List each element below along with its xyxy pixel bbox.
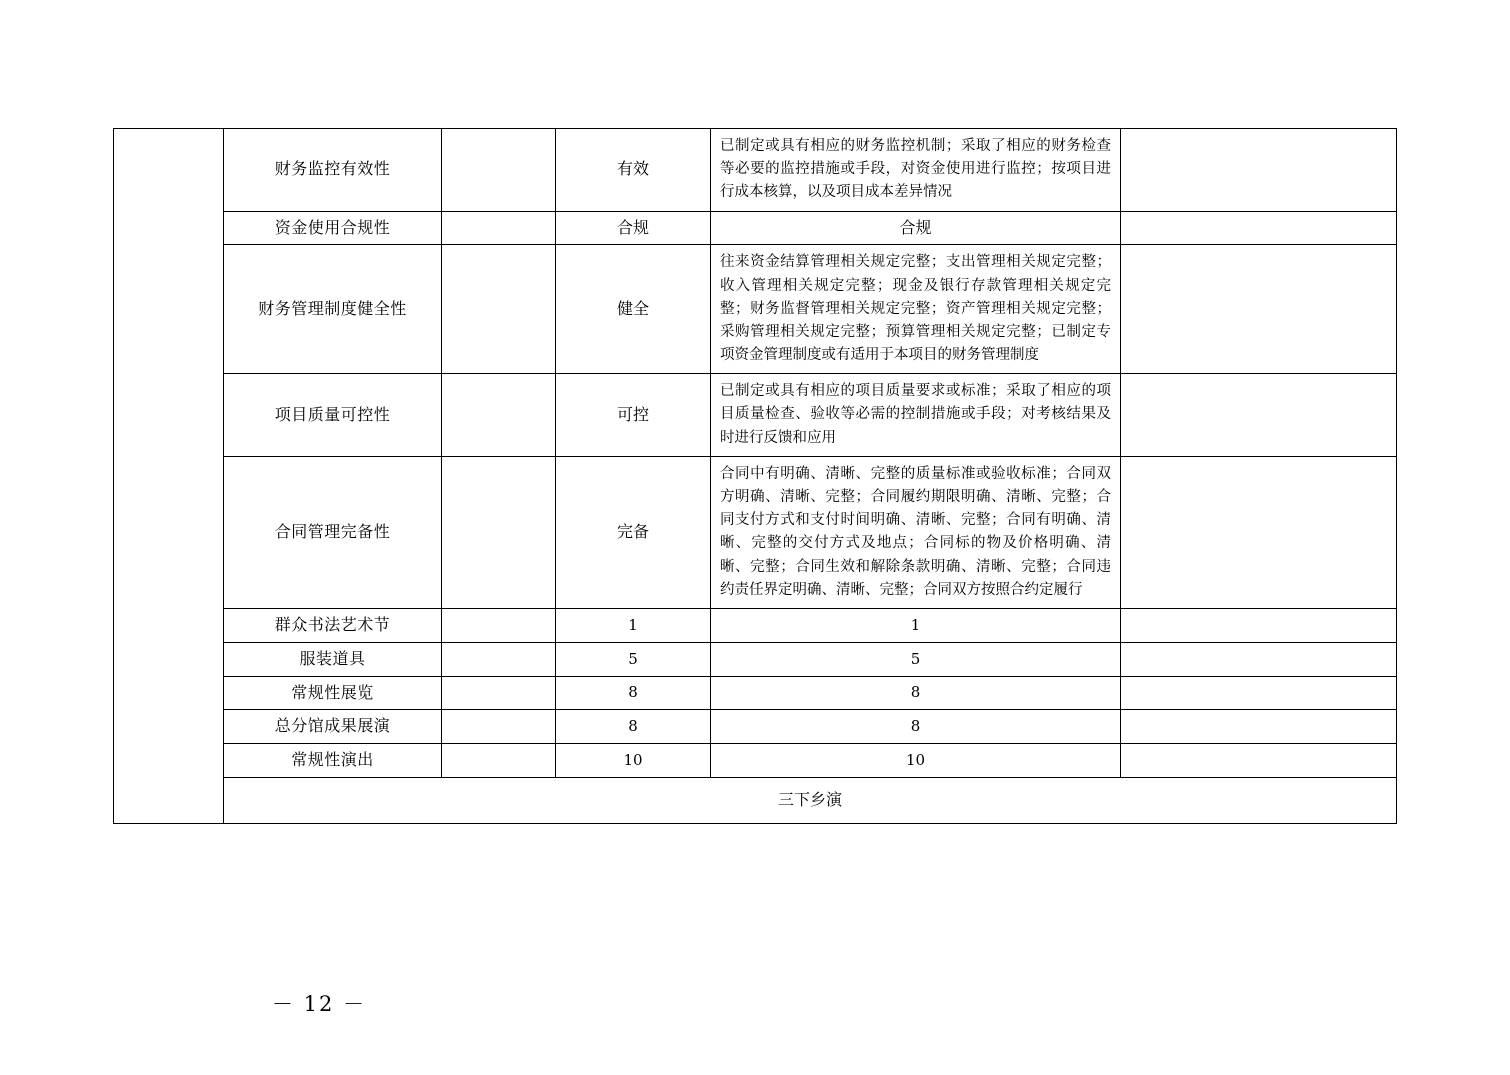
weight-cell: [442, 456, 556, 608]
category-cell: [114, 129, 224, 824]
indicator-name: 常规性展览: [224, 676, 442, 710]
actual-value: 8: [711, 676, 1121, 710]
weight-cell: [442, 642, 556, 676]
table-row: [114, 456, 1397, 608]
score-cell: [1121, 608, 1397, 642]
weight-cell: [442, 676, 556, 710]
table-row: [114, 245, 1397, 374]
score-cell: [1121, 642, 1397, 676]
target-value: 健全: [556, 245, 711, 374]
target-value: 完备: [556, 456, 711, 608]
table-body: [114, 129, 1397, 824]
actual-value: 1: [711, 608, 1121, 642]
table-row: [114, 676, 1397, 710]
indicator-name: 财务管理制度健全性: [224, 245, 442, 374]
indicator-name: 资金使用合规性: [224, 211, 442, 245]
weight-cell: [442, 608, 556, 642]
actual-value: 往来资金结算管理相关规定完整；支出管理相关规定完整；收入管理相关规定完整；现金及银行存款管理相关规定完整；财务监督管理相关规定完整；资产管理相关规定完整；采购管理相关规定完整；预算管理相关规定完整；已制定专项资金管理制度或有适用于本项目的财务管理制度: [711, 245, 1121, 374]
indicator-name: 总分馆成果展演: [224, 710, 442, 744]
indicator-name: 常规性演出: [224, 744, 442, 778]
performance-evaluation-table: [113, 128, 1397, 824]
actual-value: 合同中有明确、清晰、完整的质量标准或验收标准；合同双方明确、清晰、完整；合同履约期限明确、清晰、完整；合同支付方式和支付时间明确、清晰、完整；合同有明确、清晰、完整的交付方式及地点；合同标的物及价格明确、清晰、完整；合同生效和解除条款明确、清晰、完整；合同违约责任界定明确、清晰、完整；合同双方按照合约定履行: [711, 456, 1121, 608]
score-cell: [1121, 245, 1397, 374]
target-value: 10: [556, 744, 711, 778]
table-row: [114, 608, 1397, 642]
table-row: [114, 211, 1397, 245]
actual-value: 已制定或具有相应的财务监控机制；采取了相应的财务检查等必要的监控措施或手段，对资金使用进行监控；按项目进行成本核算，以及项目成本差异情况: [711, 129, 1121, 212]
weight-cell: [442, 129, 556, 212]
table-row: [114, 374, 1397, 457]
table-row: [114, 129, 1397, 212]
target-value: 5: [556, 642, 711, 676]
score-cell: [1121, 129, 1397, 212]
actual-value: 8: [711, 710, 1121, 744]
score-cell: [1121, 374, 1397, 457]
target-value: 1: [556, 608, 711, 642]
score-cell: [1121, 456, 1397, 608]
actual-value: 5: [711, 642, 1121, 676]
table-row: [114, 710, 1397, 744]
score-cell: [1121, 676, 1397, 710]
page-number: － 12 －: [272, 992, 367, 1016]
table-row: [114, 642, 1397, 676]
table-row: [114, 744, 1397, 778]
weight-cell: [442, 211, 556, 245]
score-cell: [1121, 744, 1397, 778]
table-row-footer: [114, 777, 1397, 823]
actual-value: 10: [711, 744, 1121, 778]
actual-value: 合规: [711, 211, 1121, 245]
target-value: 合规: [556, 211, 711, 245]
weight-cell: [442, 374, 556, 457]
indicator-name: 服装道具: [224, 642, 442, 676]
indicator-name: 财务监控有效性: [224, 129, 442, 212]
target-value: 有效: [556, 129, 711, 212]
indicator-name: 群众书法艺术节: [224, 608, 442, 642]
weight-cell: [442, 710, 556, 744]
actual-value: 已制定或具有相应的项目质量要求或标准；采取了相应的项目质量检查、验收等必需的控制措施或手段；对考核结果及时进行反馈和应用: [711, 374, 1121, 457]
target-value: 可控: [556, 374, 711, 457]
footer-cell: 三下乡演: [224, 777, 1397, 823]
indicator-name: 项目质量可控性: [224, 374, 442, 457]
weight-cell: [442, 245, 556, 374]
score-cell: [1121, 211, 1397, 245]
target-value: 8: [556, 676, 711, 710]
indicator-name: 合同管理完备性: [224, 456, 442, 608]
weight-cell: [442, 744, 556, 778]
target-value: 8: [556, 710, 711, 744]
score-cell: [1121, 710, 1397, 744]
